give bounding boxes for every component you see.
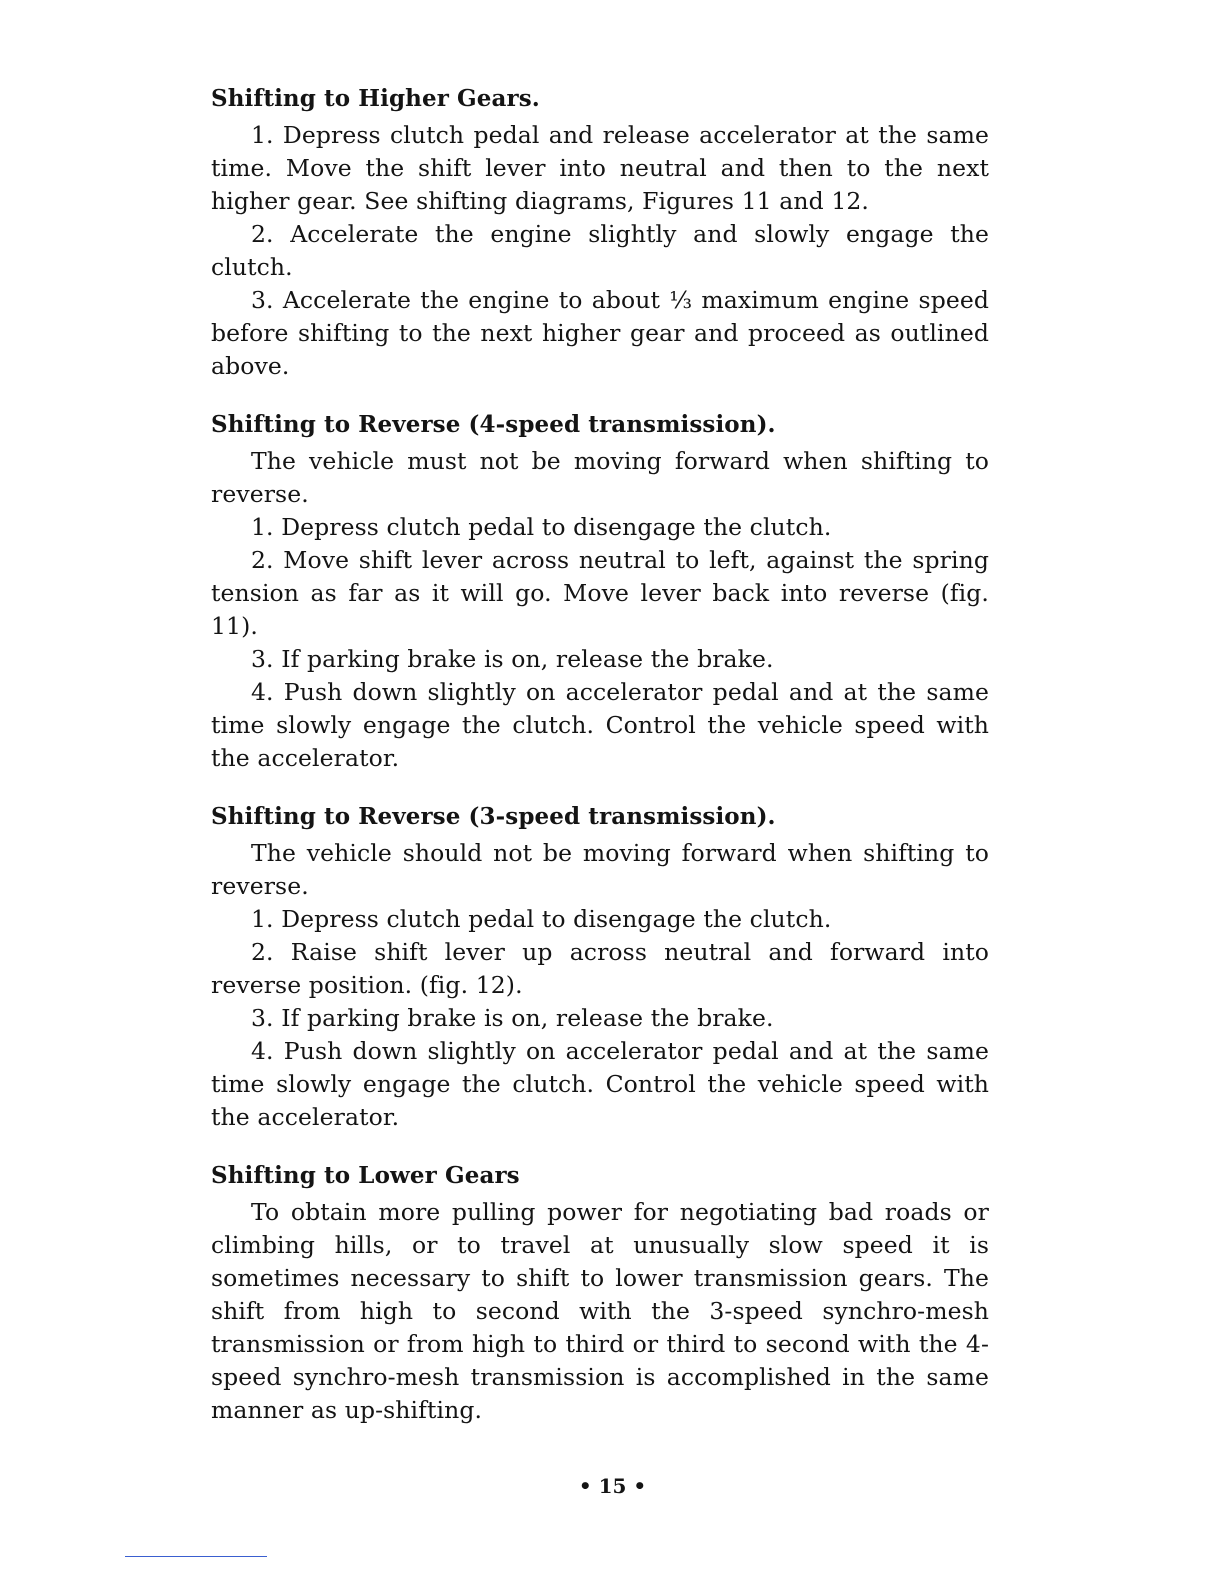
paragraph: 3. If parking brake is on, release the brake. [251, 645, 774, 673]
section-higher-gears [211, 82, 989, 383]
paragraph: 1. Depress clutch pedal and release accelerator at the same time. Move the shift lever into neutral and then to the next higher gear. See shifting diagrams, Figures 11 and 12. [211, 121, 989, 215]
page-number: • 15 • [578, 1474, 647, 1498]
section-heading: Shifting to Lower Gears [211, 1162, 520, 1189]
paragraph: 2. Move shift lever across neutral to left, against the spring tension as far as it will go. Move lever back into reverse (fig. 11). [211, 546, 989, 640]
section-reverse-3-speed [211, 800, 989, 1134]
section-heading: Shifting to Reverse (4-speed transmission). [211, 411, 776, 438]
paragraph: 1. Depress clutch pedal to disengage the clutch. [251, 513, 832, 541]
paragraph: 1. Depress clutch pedal to disengage the clutch. [251, 905, 832, 933]
paragraph: The vehicle must not be moving forward when shifting to reverse. [211, 447, 989, 508]
paragraph: 4. Push down slightly on accelerator pedal and at the same time slowly engage the clutch. Control the vehicle speed with the accelerator. [211, 678, 989, 772]
scan-edge-line [125, 1556, 267, 1557]
paragraph: To obtain more pulling power for negotiating bad roads or climbing hills, or to travel at unusually slow speed it is sometimes necessary to shift to lower transmission gears. The shift from high to second with the 3-speed synchro-mesh transmission or from high to third or third to second with the 4-speed synchro-mesh transmission is accomplished in the same manner as up-shifting. [211, 1198, 989, 1424]
section-heading: Shifting to Reverse (3-speed transmission). [211, 803, 776, 830]
section-reverse-4-speed [211, 408, 989, 775]
paragraph: 2. Raise shift lever up across neutral and forward into reverse position. (fig. 12). [211, 938, 989, 999]
paragraph: 3. If parking brake is on, release the brake. [251, 1004, 774, 1032]
paragraph: 3. Accelerate the engine to about ⅓ maximum engine speed before shifting to the next higher gear and proceed as outlined above. [211, 286, 989, 380]
paragraph: 4. Push down slightly on accelerator pedal and at the same time slowly engage the clutch. Control the vehicle speed with the accelerator. [211, 1037, 989, 1131]
section-heading: Shifting to Higher Gears. [211, 85, 540, 112]
paragraph: The vehicle should not be moving forward when shifting to reverse. [211, 839, 989, 900]
section-lower-gears [211, 1159, 989, 1427]
paragraph: 2. Accelerate the engine slightly and slowly engage the clutch. [211, 220, 989, 281]
manual-page [211, 82, 989, 1427]
